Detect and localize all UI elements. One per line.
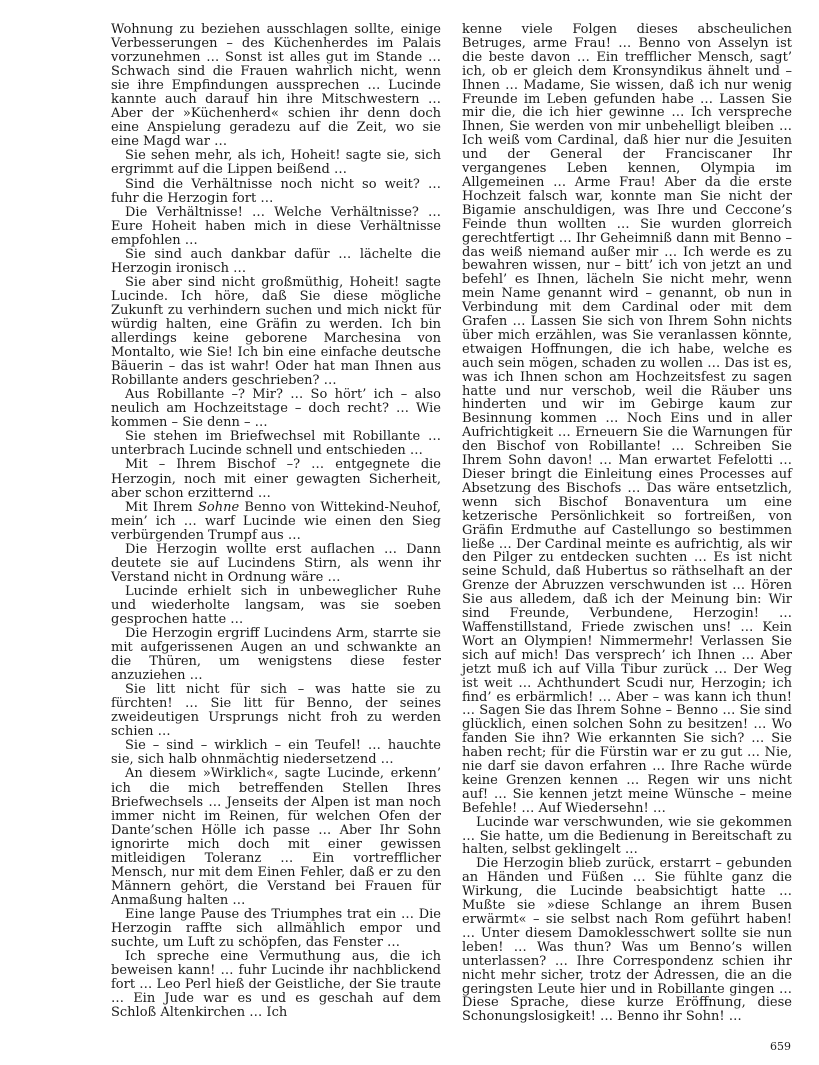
paragraph: Die Herzogin wollte erst auflachen … Dann deutete sie auf Lucindens Stirn, als wenn ihr Verstand nicht in Ordnung wäre … bbox=[111, 541, 441, 585]
paragraph: Sie – sind – wirklich – ein Teufel! … hauchte sie, sich halb ohnmächtig niedersetzend … bbox=[111, 738, 441, 768]
emphasized-word: Sohne bbox=[197, 499, 240, 515]
paragraph-text: Benno von Wittekind-Neuhof, mein’ ich … warf Lucinde wie einen den Sieg verbürgenden Trumpf aus … bbox=[111, 499, 442, 543]
paragraph: Wohnung zu beziehen ausschlagen sollte, einige Verbesserungen – des Küchenherdes im Palais vorzunehmen … Sonst ist alles gut im Stande … Schwach sind die Frauen wahrlich nicht, wenn sie ihre Empfindungen aussprechen … Lucinde kannte auch darauf hin ihre Mitschwestern … Aber der »Küchenherd« schien ihr denn doch eine Anspielung geradezu auf die Zeit, wo sie eine Magd war … bbox=[111, 22, 441, 150]
right-text-column bbox=[462, 23, 792, 1024]
paragraph: An diesem »Wirklich«, sagte Lucinde, erkenn’ ich die mich betreffenden Stellen Ihres Briefwechsels … Jenseits der Alpen ist man noch immer nicht im Reinen, für welchen Ofen der Dante’schen Hölle ich passe … Aber Ihr Sohn ignorirte mich doch mit einer gewissen mitleidigen Toleranz … Ein vortrefflicher Mensch, nur mit dem Einen Fehler, daß er zu den Männern gehört, die Verstand bei Frauen für Anmaßung halten … bbox=[111, 766, 441, 908]
paragraph: Eine lange Pause des Triumphes trat ein … Die Herzogin raffte sich allmählich empor und suchte, um Luft zu schöpfen, das Fenster … bbox=[111, 906, 441, 951]
page-number: 659 bbox=[770, 1040, 791, 1053]
paragraph: Lucinde erhielt sich in unbeweglicher Ruhe und wiederholte langsam, was sie soeben gesprochen hatte … bbox=[111, 583, 441, 627]
left-text-column bbox=[111, 23, 441, 1020]
paragraph: Sie aber sind nicht großmüthig, Hoheit! sagte Lucinde. Ich höre, daß Sie diese mögliche Zukunft zu verhindern suchen und mich nickt für würdig halten, eine Gräfin zu werden. Ich bin allerdings keine geborene Marchesina von Montalto, wie Sie! Ich bin eine einfache deutsche Bäuerin – das ist wahr! Oder hat man Ihnen aus Robillante anders geschrieben? … bbox=[111, 274, 441, 389]
paragraph: Lucinde war verschwunden, wie sie gekommen … Sie hatte, um die Bedienung in Bereitschaft zu halten, selbst geklingelt … bbox=[462, 814, 792, 858]
paragraph: Aus Robillante –? Mir? … So hört’ ich – also neulich am Hochzeitstage – doch recht? … Wie kommen – Sie denn – … bbox=[111, 387, 441, 431]
paragraph: Sind die Verhältnisse noch nicht so weit? … fuhr die Herzogin fort … bbox=[111, 176, 441, 206]
paragraph: Sie sehen mehr, als ich, Hoheit! sagte sie, sich ergrimmt auf die Lippen beißend … bbox=[111, 148, 441, 178]
paragraph-text: Mit Ihrem bbox=[125, 499, 198, 515]
paragraph: Mit – Ihrem Bischof –? … entgegnete die Herzogin, noch mit einer gewagten Sicherheit, aber schon erzitternd … bbox=[111, 457, 441, 501]
paragraph: Sie sind auch dankbar dafür … lächelte die Herzogin ironisch … bbox=[111, 246, 441, 276]
paragraph: Sie stehen im Briefwechsel mit Robillante … unterbrach Lucinde schnell und entschieden … bbox=[111, 429, 441, 459]
paragraph: Die Herzogin ergriff Lucindens Arm, starrte sie mit aufgerissenen Augen an und schwankte an die Thüren, um wenigstens diese fester anzuziehen … bbox=[111, 626, 441, 684]
paragraph: Ich spreche eine Vermuthung aus, die ich beweisen kann! … fuhr Lucinde ihr nachblickend fort … Leo Perl hieß der Geistliche, der Sie traute … Ein Jude war es und es geschah auf dem Schloß Altenkirchen … Ich bbox=[111, 949, 441, 1021]
paragraph bbox=[111, 501, 441, 543]
paragraph: Sie litt nicht für sich – was hatte sie zu fürchten! … Sie litt für Benno, der seines zweideutigen Ursprungs nicht froh zu werden schien … bbox=[111, 682, 441, 740]
paragraph: kenne viele Folgen dieses abscheulichen Betruges, arme Frau! … Benno von Asselyn ist die beste davon … Ein trefflicher Mensch, sagt’ ich, ob er gleich dem Kronsyndikus ähnelt und – Ihnen … Madame, Sie wissen, daß ich nur wenig Freunde im Leben gefunden habe … Lassen Sie mir die, die ich hier gewinne … Ich verspreche Ihnen, Sie werden von mir unbehelligt bleiben … Ich weiß vom Cardinal, daß hier nur die Jesuiten und der General der Franciscaner Ihr vergangenes Leben kennen, Olympia im Allgemeinen … Arme Frau! Aber da die erste Hochzeit falsch war, konnte man Sie nicht der Bigamie anschuldigen, was Ihre und Ceccone’s Feinde thun wollten … Sie wurden glorreich gerechtfertigt … Ihr Geheimniß dann mit Benno – das weiß niemand außer mir … Ich werde es zu bewahren wissen, nur – bitt’ ich von jetzt an und befehl’ es Ihnen, lächeln Sie nicht mehr, wenn mein Name genannt wird – genannt, ob nun in Verbindung mit dem Cardinal oder mit dem Grafen … Lassen Sie sich von Ihrem Sohn nichts über mich erzählen, was Sie veranlassen könnte, etwaigen Hoffnungen, die ich habe, welche es auch sein mögen, schaden zu wollen … Das ist es, was ich Ihnen schon am Hochzeitsfest zu sagen hatte und nur verschob, weil die Räuber uns hinderten und wir im Gebirge kaum zur Besinnung kommen … Noch Eins und in aller Aufrichtigkeit … Erneuern Sie die Warnungen für den Bischof von Robillante! … Schreiben Sie Ihrem Sohn davon! … Man erwartet Fefelotti … Dieser bringt die Einleitung eines Processes auf Absetzung des Bischofs … Das wäre entsetzlich, wenn sich Bischof Bonaventura um eine ketzerische Persönlichkeit so fortreißen, von Gräfin Erdmuthe auf Castellungo so bestimmen ließe … Der Cardinal meinte es aufrichtig, als wir den Pilger zu entdecken suchten … Es ist nicht seine Schuld, daß Hubertus so räthselhaft an der Grenze der Abruzzen verschwunden ist … Hören Sie aus alledem, daß ich der Meinung bin: Wir sind Freunde, Verbundene, Herzogin! … Waffenstillstand, Friede zwischen uns! … Kein Wort an Olympien! Nimmermehr! Verlassen Sie sich auf mich! Das versprech’ ich Ihnen … Aber jetzt muß ich auf Villa Tibur zurück … Der Weg ist weit … Achthundert Scudi nur, Herzogin; ich find’ es erbärmlich! … Aber – was kann ich thun! … Sagen Sie das Ihrem Sohne – Benno … Sie sind glücklich, einen solchen Sohn zu besitzen! … Wo fanden Sie ihn? Wie erkannten Sie sich? … Sie haben recht; für die Fürstin war er zu gut … Nie, nie darf sie davon erfahren … Ihre Rache würde keine Grenzen kennen … Regen wir uns nicht auf! … Sie kennen jetzt meine Wünsche – meine Befehle! … Auf Wiedersehn! … bbox=[462, 22, 792, 816]
paragraph: Die Verhältnisse! … Welche Verhältnisse? … Eure Hoheit haben mich in diese Verhältnisse empfohlen … bbox=[111, 204, 441, 248]
paragraph: Die Herzogin blieb zurück, erstarrt – gebunden an Händen und Füßen … Sie fühlte ganz die Wirkung, die Lucinde beabsichtigt hatte … Mußte sie »diese Schlange an ihrem Busen erwärmt« – sie selbst nach Rom geführt haben! … Unter diesem Damoklesschwert sollte sie nun leben! … Was thun? Was um Benno’s willen unterlassen? … Ihre Correspondenz schien ihr nicht mehr sicher, trotz der Adressen, die an die geringsten Leute hier und in Robillante gingen … Diese Sprache, diese kurze Eröffnung, diese Schonungslosigkeit! … Benno ihr Sohn! … bbox=[462, 856, 792, 1025]
